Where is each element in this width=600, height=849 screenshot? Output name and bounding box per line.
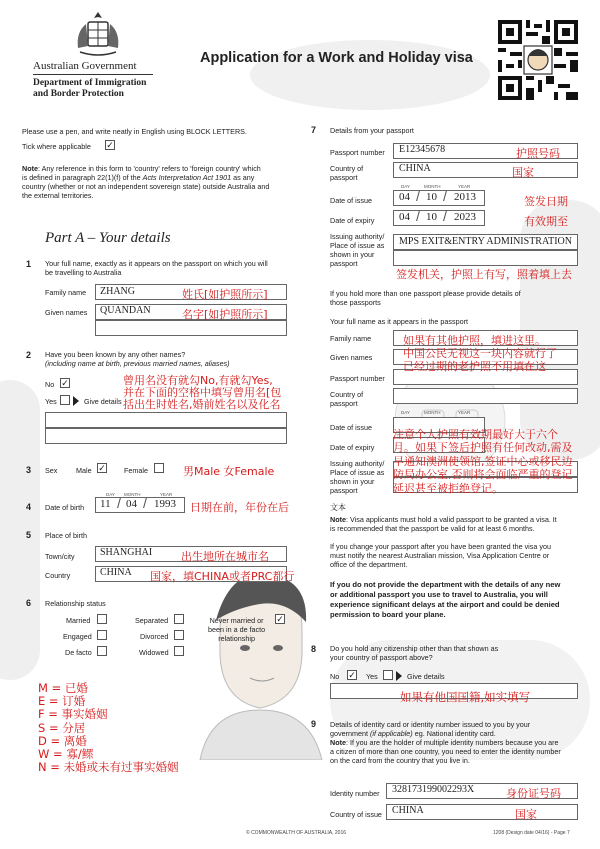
label-line: Issuing authority/ (330, 232, 385, 241)
department-name-line2: and Border Protection (33, 89, 124, 99)
more-passports-text (330, 289, 521, 307)
text-part: government (330, 729, 370, 738)
year-caption: YEAR (458, 410, 471, 415)
never-married-line: Never married or (209, 616, 264, 625)
label-line: Place of issue as (330, 468, 385, 477)
text-line: those passports (330, 298, 381, 307)
widowed-checkbox[interactable] (174, 646, 184, 656)
doi-year-value: 2013 (454, 191, 476, 203)
country-of-issue-annotation: 国家 (515, 808, 537, 821)
country-of-birth-annotation: 国家，填CHINA或者PRC都行 (150, 570, 295, 583)
citizenship-annotation: 如果有他国国籍,如实填写 (400, 690, 531, 704)
coat-of-arms-logo (72, 8, 124, 60)
sex-label: Sex (45, 466, 58, 475)
country-of-passport-annotation: 国家 (512, 166, 534, 179)
engaged-checkbox[interactable] (97, 630, 107, 640)
text-line: office of the department. (330, 560, 408, 569)
place-of-birth-label: Place of birth (45, 531, 87, 540)
country-of-birth-value: CHINA (100, 567, 132, 578)
never-married-label (208, 616, 265, 643)
citizenship-yes-checkbox[interactable] (383, 670, 393, 680)
divorced-label: Divorced (140, 632, 169, 641)
date-of-expiry-label: Date of expiry (330, 216, 375, 225)
legend-item: D = 离婚 (38, 733, 87, 748)
cartoon-character-illustration (190, 560, 330, 760)
identity-number-value: 328173199002293X (392, 784, 475, 795)
given-names-annotation: 名字[如护照所示] (182, 308, 268, 321)
de-facto-checkbox[interactable] (97, 646, 107, 656)
family-name-label: Family name (45, 288, 87, 297)
town-city-annotation: 出生地所在城市名 (181, 550, 269, 563)
passport-change-text (330, 542, 551, 569)
never-married-line: been in a de facto (208, 625, 266, 634)
male-label: Male (76, 466, 92, 475)
country-definition-note (22, 164, 297, 200)
de-facto-label: De facto (65, 648, 92, 657)
given-names-field-line2[interactable] (95, 320, 287, 336)
doe-day-value: 04 (399, 211, 410, 223)
engaged-label: Engaged (63, 632, 92, 641)
never-married-line: relationship (218, 634, 255, 643)
dob-day-value: 11 (100, 498, 111, 510)
divorced-checkbox[interactable] (174, 630, 184, 640)
country-of-issue-value: CHINA (392, 805, 424, 816)
annotation-line: 防局办公室,否则将会面临严重的登记 (393, 468, 573, 482)
text-line: your country of passport above? (330, 653, 433, 662)
other-country-of-passport-label (330, 390, 363, 408)
other-names-annotation (123, 375, 281, 411)
legend-item: N = 未婚或未有过事实婚姻 (38, 760, 179, 775)
other-date-of-issue-label: Date of issue (330, 423, 372, 432)
stray-text: 文本 (330, 503, 346, 512)
part-a-heading: Part A – Your details (45, 230, 171, 246)
married-checkbox[interactable] (97, 614, 107, 624)
text-line: permission to board your plane. (330, 610, 446, 619)
note-prefix: Note (22, 164, 38, 173)
issuing-authority-value: MPS EXIT&ENTRY ADMINISTRATION (399, 236, 572, 247)
give-details-label: Give details (84, 397, 122, 406)
other-passport-number-label: Passport number (330, 374, 385, 383)
note-text: the external territories. (22, 191, 94, 200)
q1-text (45, 259, 268, 277)
doe-month-value: 10 (426, 211, 437, 223)
question-number: 7 (311, 125, 317, 135)
other-names-no-checkbox[interactable]: ✓ (61, 378, 69, 388)
text-line: Do you hold any citizenship other than that shown as (330, 644, 499, 653)
label-line: shown in your (330, 250, 375, 259)
doi-day-value: 04 (399, 191, 410, 203)
date-of-issue-annotation: 签发日期 (524, 195, 568, 208)
annotation-line: 如果有其他护照，填进这里。 (403, 334, 546, 347)
other-citizenship-question (330, 644, 498, 662)
date-separator: / (443, 188, 447, 204)
day-caption: DAY (401, 184, 410, 189)
sex-annotation: 男Male 女Female (183, 465, 275, 478)
dob-month-value: 04 (126, 498, 137, 510)
other-names-details-field[interactable] (45, 412, 287, 428)
q1-line: Your full name, exactly as it appears on the passport on which you will (45, 259, 268, 268)
other-issuing-authority-label (330, 459, 384, 495)
citizenship-give-details-label: Give details (407, 672, 445, 681)
family-name-annotation: 姓氏[如护照所示] (182, 288, 268, 301)
text-line: or additional passport you use to travel to Australia, you will (330, 590, 548, 599)
note-text: as any (231, 173, 255, 182)
male-checkbox[interactable]: ✓ (98, 463, 106, 473)
question-number: 1 (26, 259, 32, 269)
text-line: experience significant delays at the airport and could be denied (330, 600, 560, 609)
question-number: 9 (311, 719, 317, 729)
year-caption: YEAR (458, 184, 471, 189)
government-name: Australian Government (33, 60, 137, 72)
arrow-icon (73, 396, 79, 406)
label-line: Country of (330, 164, 364, 173)
label-line: Issuing authority/ (330, 459, 385, 468)
question-number: 5 (26, 530, 32, 540)
header-divider (33, 74, 153, 75)
annotation-line: 月。如果下签后护照有任何改动,需及 (393, 441, 573, 455)
country-of-issue-label: Country of issue (330, 810, 382, 819)
legend-item: F = 事实婚姻 (38, 707, 108, 722)
label-line: passport (330, 173, 358, 182)
month-caption: MONTH (124, 492, 141, 497)
date-separator: / (117, 495, 121, 511)
month-caption: MONTH (424, 184, 441, 189)
given-names-value: QUANDAN (100, 305, 151, 316)
note-prefix: Note (330, 515, 346, 524)
label-line: shown in your (330, 477, 375, 486)
other-given-names-label: Given names (330, 353, 373, 362)
label-line: Place of issue as (330, 241, 385, 250)
other-passport-annotation (403, 334, 557, 373)
date-of-birth-label: Date of birth (45, 503, 85, 512)
legend-item: M = 已婚 (38, 681, 88, 695)
date-of-expiry-annotation: 有效期至 (524, 215, 568, 228)
q1-line: be travelling to Australia (45, 268, 122, 277)
footer-copyright: © COMMONWEALTH OF AUSTRALIA, 2016 (246, 830, 346, 836)
note-text: a citizen of more than one country, you need to enter the identity number (330, 747, 561, 756)
q2-line: Have you been known by any other names? (45, 350, 186, 359)
question-number: 2 (26, 350, 32, 360)
dob-annotation: 日期在前，年份在后 (190, 501, 289, 514)
citizenship-no-checkbox[interactable]: ✓ (348, 670, 356, 680)
full-name-as-in-passport-label: Your full name as it appears in the passport (330, 317, 468, 326)
other-names-yes-checkbox[interactable] (60, 395, 70, 405)
other-names-details-field-line2[interactable] (45, 428, 287, 444)
date-separator: / (443, 208, 447, 224)
identity-number-label: Identity number (330, 789, 380, 798)
qr-code (498, 20, 578, 100)
note-text: is recommended that the passport be valid for at least 6 months. (330, 524, 535, 533)
note-prefix: Note (330, 738, 346, 747)
other-family-name-label: Family name (330, 334, 372, 343)
annotation-line: 注意个人护照有效期最好大于六个 (393, 428, 558, 441)
married-label: Married (66, 616, 91, 625)
day-caption: DAY (401, 410, 410, 415)
doi-month-value: 10 (426, 191, 437, 203)
relationship-status-label: Relationship status (45, 599, 106, 608)
annotation-line: 早通知澳洲使领馆,签证中心或移民边 (393, 454, 573, 468)
text-part: eg. National identity card. (412, 729, 496, 738)
issuing-authority-label (330, 232, 384, 268)
note-text: is defined in paragraph 22(1)(f) of the (22, 173, 143, 182)
month-caption: MONTH (424, 410, 441, 415)
note-text: : If you are the holder of multiple identity numbers because you are (345, 738, 559, 747)
separated-label: Separated (135, 616, 169, 625)
annotation-line: 并在下面的空格中填写曾用名[包 (123, 386, 282, 399)
footer-page-info: 1208 (Design date 04/16) - Page 7 (493, 830, 570, 836)
text-part: (if applicable) (369, 729, 413, 738)
passport-number-label: Passport number (330, 148, 385, 157)
other-date-of-expiry-label: Date of expiry (330, 443, 375, 452)
never-married-checkbox[interactable]: ✓ (276, 614, 284, 624)
annotation-line: 曾用名没有就勾No,有就勾Yes, (123, 374, 273, 387)
question-number: 4 (26, 502, 32, 512)
act-title: Acts Interpretation Act 1901 (142, 173, 232, 182)
town-city-label: Town/city (45, 552, 75, 561)
legend-item: W = 寡/鳏 (38, 747, 94, 762)
department-name-line1: Department of Immigration (33, 78, 147, 88)
text-line: If you hold more than one passport please provide details of (330, 289, 521, 298)
passport-validity-note (330, 515, 557, 533)
label-line: Country of (330, 390, 364, 399)
country-of-passport-label (330, 164, 363, 182)
family-name-value: ZHANG (100, 286, 135, 297)
passport-number-annotation: 护照号码 (516, 147, 560, 160)
identity-number-annotation: 身份证号码 (506, 787, 561, 800)
date-of-issue-label: Date of issue (330, 196, 372, 205)
dob-year-value: 1993 (154, 498, 176, 510)
female-checkbox[interactable] (154, 463, 164, 473)
issuing-authority-field-line2[interactable] (393, 250, 578, 266)
annotation-line: 中国公民无视这一块内容就行了 (403, 347, 557, 360)
page-title: Application for a Work and Holiday visa (200, 50, 473, 66)
question-number: 6 (26, 598, 32, 608)
other-names-no-label: No (45, 380, 55, 389)
note-text: country (whether or not an independent sovereign state) outside Australia and (22, 182, 270, 191)
note-text: : Visa applicants must hold a valid passport to be granted a visa. It (345, 515, 557, 524)
label-line: passport (330, 399, 358, 408)
legend-item: E = 订婚 (38, 694, 86, 709)
instruction-text: Please use a pen, and write neatly in English using BLOCK LETTERS. (22, 127, 247, 136)
label-line: passport (330, 259, 358, 268)
text-line: If you change your passport after you have been granted the visa you (330, 542, 551, 551)
note-text: : Any reference in this form to 'country' refers to 'foreign country' which (37, 164, 261, 173)
tick-where-applicable-label: Tick where applicable (22, 142, 91, 151)
date-separator: / (416, 188, 420, 204)
background-decoration (0, 380, 40, 680)
passport-warning-bold (330, 580, 560, 620)
other-country-of-passport-field[interactable] (393, 388, 578, 404)
text-line: must notify the nearest Australian mission, Visa Application Centre or (330, 551, 550, 560)
annotation-line: 括出生时姓名,婚前姓名以及化名 (123, 398, 281, 411)
country-of-birth-label: Country (45, 571, 71, 580)
country-of-passport-value: CHINA (399, 163, 431, 174)
text-line: Details of identity card or identity number issued to you by your (330, 720, 531, 729)
widowed-label: Widowed (139, 648, 169, 657)
citizenship-no-label: No (330, 672, 340, 681)
issuing-authority-annotation: 签发机关，护照上有写，照着填上去 (396, 268, 572, 281)
arrow-icon (396, 671, 402, 681)
day-caption: DAY (106, 492, 115, 497)
annotation-line: 已经过期的老护照不用填在这 (403, 360, 546, 373)
question-number: 3 (26, 465, 32, 475)
citizenship-yes-label: Yes (366, 672, 378, 681)
passport-details-label: Details from your passport (330, 126, 414, 135)
relationship-legend (38, 682, 179, 774)
text-line: If you do not provide the department with the details of any new (330, 580, 561, 589)
q2-text (45, 350, 230, 368)
question-number: 8 (311, 644, 317, 654)
female-label: Female (124, 466, 148, 475)
date-separator: / (143, 495, 147, 511)
tick-example-checkbox: ✓ (106, 140, 114, 150)
label-line: passport (330, 486, 358, 495)
q2-line: (including name at birth, previous married names, aliases) (45, 359, 230, 368)
annotation-line: 延迟甚至被拒绝登记。 (393, 481, 503, 495)
identity-card-question (330, 720, 561, 765)
passport-validity-warning (393, 428, 573, 495)
note-text: on the card from the country that you live in. (330, 756, 470, 765)
year-caption: YEAR (160, 492, 173, 497)
passport-number-value: E12345678 (399, 144, 446, 155)
legend-item: S = 分居 (38, 720, 86, 735)
separated-checkbox[interactable] (174, 614, 184, 624)
given-names-label: Given names (45, 308, 88, 317)
date-separator: / (416, 208, 420, 224)
doe-year-value: 2023 (454, 211, 476, 223)
town-city-value: SHANGHAI (100, 547, 153, 558)
other-names-yes-label: Yes (45, 397, 57, 406)
